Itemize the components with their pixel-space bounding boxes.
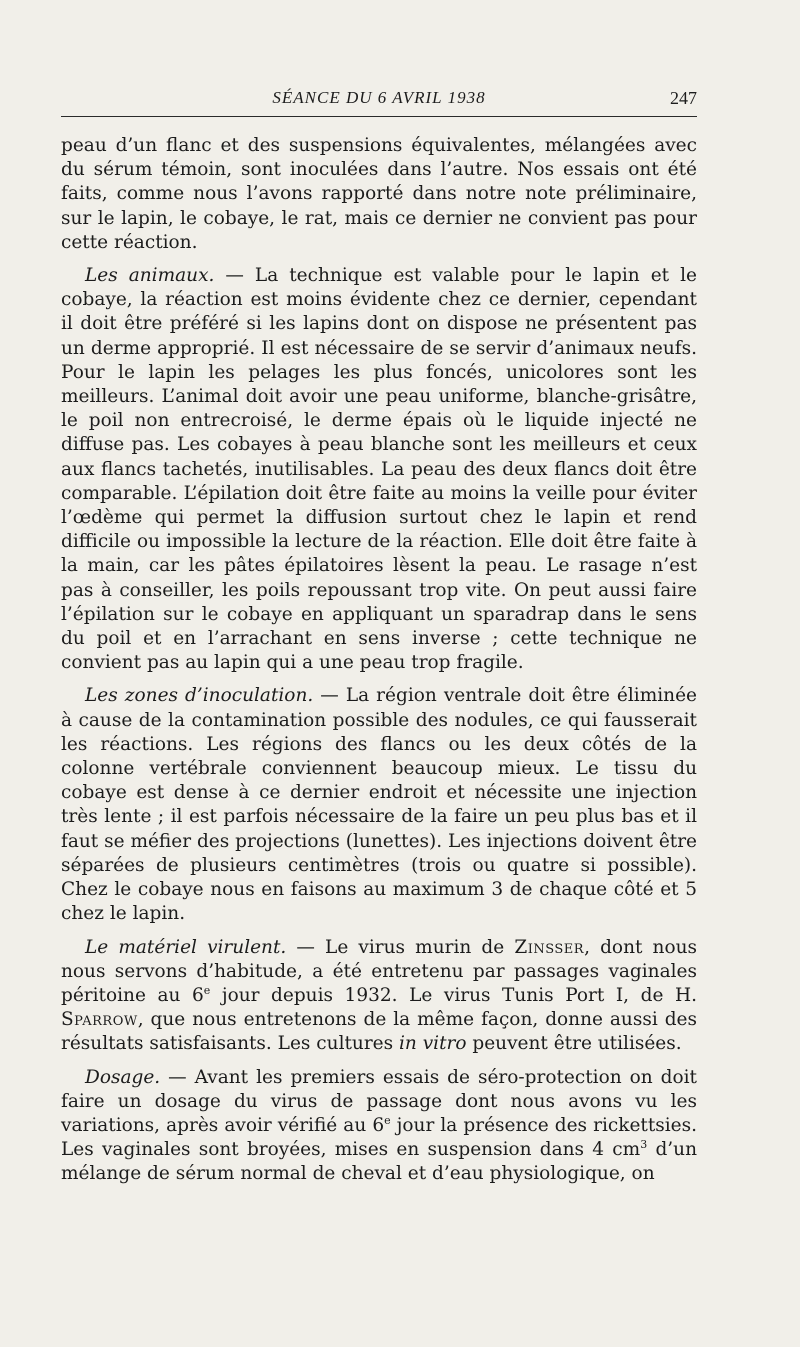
superscript: 3 <box>640 1137 648 1151</box>
body-text <box>61 120 697 1187</box>
paragraph-continued <box>61 134 697 255</box>
header-rule <box>61 116 697 117</box>
superscript: e <box>384 1113 391 1127</box>
author-name-zinsser: Zinsser <box>514 936 585 958</box>
page-header <box>61 0 697 120</box>
section-heading-animals: Les animaux. <box>85 265 215 287</box>
superscript: e <box>203 983 211 997</box>
paragraph-dosage <box>61 1066 697 1187</box>
author-name-sparrow: Sparrow <box>61 1009 138 1031</box>
paragraph-animals <box>61 264 697 675</box>
section-heading-dosage: Dosage. <box>85 1066 161 1088</box>
paragraph-text: peuvent être utilisées. <box>466 1033 682 1055</box>
paragraph-text: , dont nous nous servons d’habitude, a été entretenu par passages vaginales péritoine au 6 <box>61 936 698 1006</box>
paragraph-text: — La région ventrale doit être éliminée à cause de la contamination possible des nodules, ce qui fausserait les réactions. Les régions des flancs ou les deux côtés de la colonne vertébrale conviennent beaucoup mieux. Le tissu du cobaye est dense à ce dernier endroit et nécessite une injection très lente ; il est parfois nécessaire de la faire un peu plus bas et il faut se méfier des projections (lunettes). Les injections doivent être séparées de plusieurs centimètres (trois ou quatre si possible). Chez le cobaye nous en faisons au maximum 3 de chaque côté et 5 chez le lapin. <box>61 685 697 925</box>
paragraph-text: d’un mélange de sérum normal de cheval et d’eau physiologique, on <box>61 1139 697 1185</box>
paragraph-text: — Avant les premiers essais de séro-protection on doit faire un dosage du virus de passage dont nous avons vu les variations, après avoir vérifié au 6 <box>61 1066 697 1136</box>
paragraph-virulent-material <box>61 936 697 1057</box>
italic-term: in vitro <box>399 1033 467 1055</box>
paragraph-text: — Le virus murin de <box>286 936 515 958</box>
running-head: SÉANCE DU 6 AVRIL 1938 <box>272 88 486 107</box>
paragraph-inoculation-zones <box>61 684 697 926</box>
paragraph-text: — La technique est valable pour le lapin et le cobaye, la réaction est moins évidente chez ce dernier, cependant il doit être préféré si les lapins dont on dispose ne présentent pas un derme approprié. Il est nécessaire de se servir d’animaux neufs. Pour le lapin les pelages les plus foncés, unicolores sont les meilleurs. L’animal doit avoir une peau uniforme, blanche-grisâtre, le poil non entrecroisé, le derme épais où le liquide injecté ne diffuse pas. Les cobayes à peau blanche sont les meilleurs et ceux aux flancs tachetés, inutilisables. La peau des deux flancs doit être comparable. L’épilation doit être faite au moins la veille pour éviter l’œdème qui permet la diffusion surtout chez le lapin et rend difficile ou impossible la lecture de la réaction. Elle doit être faite à la main, car les pâtes épilatoires lèsent la peau. Le rasage n’est pas à conseiller, les poils repoussant trop vite. On peut aussi faire l’épilation sur le cobaye en appliquant un sparadrap dans le sens du poil et en l’arrachant en sens inverse ; cette technique ne convient pas au lapin qui a une peau trop fragile. <box>61 265 697 674</box>
paragraph-text: peau d’un flanc et des suspensions équivalentes, mélangées avec du sérum témoin, sont inoculées dans l’autre. Nos essais ont été faits, comme nous l’avons rapporté dans notre note préliminaire, sur le lapin, le cobaye, le rat, mais ce dernier ne convient pas pour cette réaction. <box>61 135 697 253</box>
paragraph-text: jour la présence des rickettsies. Les vaginales sont broyées, mises en suspension dans 4 cm <box>61 1114 697 1161</box>
section-heading-virulent-material: Le matériel virulent. <box>85 936 287 958</box>
page-number: 247 <box>670 88 697 108</box>
section-heading-inoculation-zones: Les zones d’inoculation. <box>85 685 314 707</box>
paragraph-text: jour depuis 1932. Le virus Tunis Port I, de H. <box>210 984 697 1006</box>
paragraph-text: , que nous entretenons de la même façon, donne aussi des résultats satisfaisants. Les cultures <box>61 1009 697 1055</box>
